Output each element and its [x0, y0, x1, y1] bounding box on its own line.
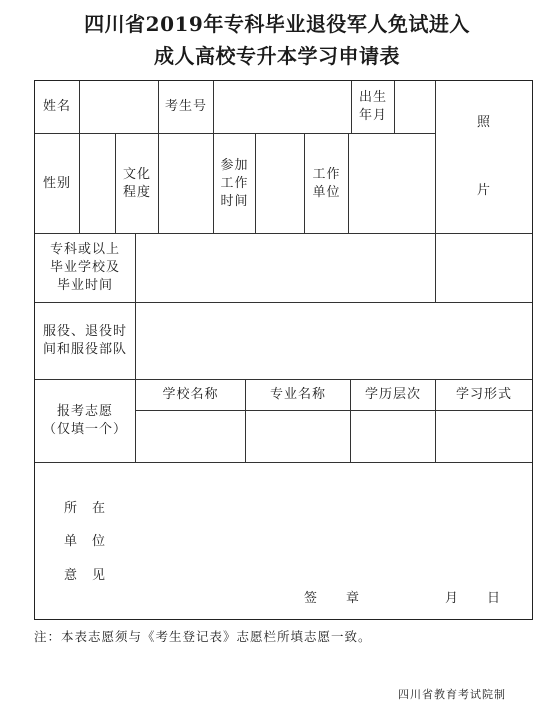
name-label: 姓名	[42, 99, 71, 114]
unit-opinion-label-line-1: 所 在	[63, 501, 106, 516]
form-title-line-1: 四川省2019年专科毕业退役军人免试进入	[84, 12, 470, 36]
exam-number-field[interactable]	[214, 81, 351, 133]
education-level-label: 文化 程度	[122, 166, 151, 200]
school-name-field[interactable]	[136, 411, 245, 462]
application-choice-label: 报考志愿 （仅填一个）	[42, 404, 127, 437]
major-name-header: 专业名称	[269, 387, 326, 402]
photo-label-bottom: 片	[476, 183, 491, 198]
work-unit-field[interactable]	[349, 134, 435, 233]
photo-label-top: 照	[476, 115, 491, 130]
graduation-info-label: 专科或以上 毕业学校及 毕业时间	[49, 242, 120, 293]
study-mode-field[interactable]	[436, 411, 532, 462]
issuer-footer: 四川省教育考试院制	[398, 688, 506, 701]
photo-box[interactable]	[436, 81, 532, 302]
form-title-line-2: 成人高校专升本学习申请表	[154, 44, 400, 68]
work-unit-label: 工作 单位	[312, 166, 341, 200]
application-form-table	[34, 80, 533, 620]
gender-label: 性别	[42, 175, 71, 191]
unit-opinion-label-line-2: 单 位	[63, 534, 106, 549]
graduation-info-field[interactable]	[136, 234, 435, 302]
work-start-time-field[interactable]	[256, 134, 304, 233]
exam-number-label: 考生号	[164, 99, 207, 114]
education-level-field[interactable]	[159, 134, 213, 233]
education-level-header: 学历层次	[364, 387, 421, 402]
signature-seal-label: 签 章	[303, 591, 360, 606]
military-service-label: 服役、退役时 间和服役部队	[42, 324, 127, 357]
unit-opinion-label-line-3: 意 见	[63, 568, 106, 583]
date-label: 月 日	[444, 591, 501, 606]
gender-field[interactable]	[80, 134, 115, 233]
birth-date-field[interactable]	[395, 81, 435, 133]
education-level-field-choice[interactable]	[351, 411, 435, 462]
name-field[interactable]	[80, 81, 158, 133]
major-name-field[interactable]	[246, 411, 350, 462]
form-note: 注：本表志愿须与《考生登记表》志愿栏所填志愿一致。	[34, 629, 372, 644]
school-name-header: 学校名称	[162, 387, 219, 402]
birth-date-label: 出生 年月	[358, 90, 387, 123]
military-service-field[interactable]	[136, 303, 532, 379]
study-mode-header: 学习形式	[455, 387, 512, 402]
work-start-time-label: 参加 工作 时间	[220, 157, 249, 209]
